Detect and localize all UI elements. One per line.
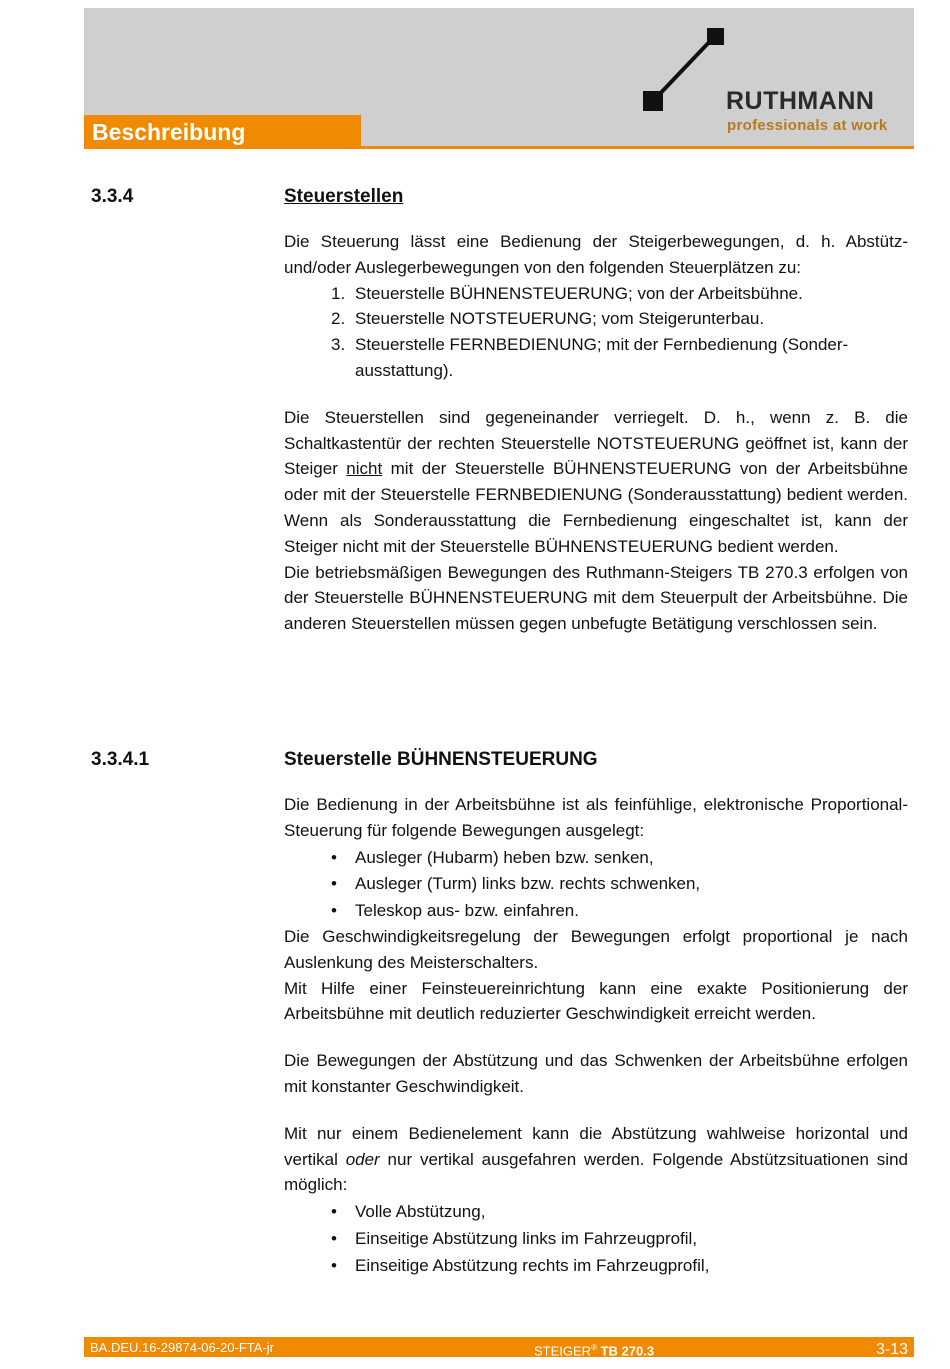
list-text: Einseitige Abstützung links im Fahrzeugprofil, bbox=[355, 1228, 698, 1248]
product-model: TB 270.3 bbox=[600, 1343, 655, 1359]
registered-mark: ® bbox=[591, 1343, 597, 1352]
logo-name: RUTHMANN bbox=[726, 87, 875, 115]
ruthmann-logo bbox=[640, 25, 915, 140]
text-run: nur vertikal ausgefahren werden. Folgende Abstützsituationen sind möglich: bbox=[284, 1149, 908, 1195]
list-item bbox=[284, 1226, 908, 1252]
intro-paragraph: Die Steuerung lässt eine Bedienung der Steigerbewegungen, d. h. Abstütz- und/oder Auslegerbewegungen von den folgenden Steuerplätzen zu: bbox=[284, 232, 908, 277]
list-text: Ausleger (Turm) links bzw. rechts schwenken, bbox=[355, 874, 701, 894]
list-item bbox=[284, 871, 908, 897]
list-item bbox=[284, 281, 908, 307]
bullet-list bbox=[284, 1199, 908, 1278]
header-accent-line bbox=[361, 146, 914, 149]
list-marker: 2. bbox=[331, 309, 346, 329]
list-text: Einseitige Abstützung rechts im Fahrzeugprofil, bbox=[355, 1255, 710, 1275]
subsection-number: 3.3.4.1 bbox=[91, 749, 150, 770]
bullet-icon: • bbox=[331, 1228, 337, 1248]
document-id: BA.DEU.16-29874-06-20-FTA-jr bbox=[90, 1340, 274, 1355]
intro-paragraph: Die Bedienung in der Arbeitsbühne ist als feinfühlige, elektronische Proportional-Steuerung für folgende Bewegungen ausgelegt: bbox=[284, 795, 908, 840]
fine-control-paragraph: Mit Hilfe einer Feinsteuereinrichtung kann eine exakte Positionierung der Arbeitsbühne mit deutlich reduzierter Geschwindigkeit erreicht werden. bbox=[284, 978, 908, 1024]
text-run: Mit nur einem Bedienelement kann die Abstützung wahlweise horizontal und vertikal bbox=[284, 1123, 908, 1169]
support-paragraph bbox=[284, 1121, 908, 1198]
bullet-icon: • bbox=[331, 1202, 337, 1222]
logo-slogan: professionals at work bbox=[727, 117, 888, 134]
product-name bbox=[534, 1338, 654, 1361]
bullet-icon: • bbox=[331, 874, 337, 894]
product-prefix: STEIGER bbox=[534, 1343, 592, 1359]
page-number: 3-13 bbox=[875, 1341, 908, 1358]
bullet-list bbox=[284, 845, 908, 924]
list-item bbox=[284, 306, 908, 332]
list-item bbox=[284, 898, 908, 924]
section-body bbox=[284, 229, 908, 637]
list-text: Volle Abstützung, bbox=[355, 1202, 486, 1222]
list-text: Steuerstelle BÜHNENSTEUERUNG; von der Arbeitsbühne. bbox=[355, 283, 803, 303]
list-text: Steuerstelle NOTSTEUERUNG; vom Steigerunterbau. bbox=[355, 309, 765, 329]
footer-bar bbox=[84, 1337, 914, 1357]
section-number: 3.3.4 bbox=[91, 186, 134, 207]
bullet-icon: • bbox=[331, 847, 337, 867]
list-item bbox=[284, 1253, 908, 1279]
operation-paragraph: Die betriebsmäßigen Bewegungen des Ruthmann-Steigers TB 270.3 erfolgen von der Steuerstelle BÜHNENSTEUERUNG mit dem Steuerpult der Arbeitsbühne. Die anderen Steuerstellen müssen gegen unbefugte Betätigung verschlossen sein. bbox=[284, 562, 908, 634]
list-marker: 3. bbox=[331, 335, 346, 355]
list-item bbox=[284, 332, 908, 384]
interlock-paragraph bbox=[284, 405, 908, 560]
text-run: Die Steuerstellen sind gegeneinander verriegelt. D. h., wenn z. B. die Schaltkastentür der rechten Steuerstelle NOTSTEUERUNG geöffnet ist, kann der Steiger bbox=[284, 407, 908, 479]
bullet-icon: • bbox=[331, 901, 337, 921]
constant-speed-paragraph: Die Bewegungen der Abstützung und das Schwenken der Arbeitsbühne erfolgen mit konstanter Geschwindigkeit. bbox=[284, 1051, 908, 1096]
list-marker: 1. bbox=[331, 283, 346, 303]
subsection-body bbox=[284, 792, 908, 1279]
emphasis-italic: oder bbox=[345, 1149, 380, 1169]
bullet-icon: • bbox=[331, 1255, 337, 1275]
list-text: Steuerstelle FERNBEDIENUNG; mit der Fernbedienung (Sonder- ausstattung). bbox=[355, 335, 849, 380]
list-text: Teleskop aus- bzw. einfahren. bbox=[355, 901, 579, 921]
numbered-list bbox=[284, 281, 908, 384]
list-item bbox=[284, 845, 908, 871]
list-text: Ausleger (Hubarm) heben bzw. senken, bbox=[355, 847, 654, 867]
speed-paragraph: Die Geschwindigkeitsregelung der Bewegungen erfolgt proportional je nach Auslenkung des Meisterschalters. bbox=[284, 926, 908, 972]
section-label: Beschreibung bbox=[84, 115, 361, 149]
section-title: Steuerstellen bbox=[284, 186, 404, 207]
emphasis-underline: nicht bbox=[346, 459, 383, 479]
list-item bbox=[284, 1199, 908, 1225]
subsection-title: Steuerstelle BÜHNENSTEUERUNG bbox=[284, 749, 598, 770]
text-run: mit der Steuerstelle BÜHNENSTEUERUNG von der Arbeitsbühne oder mit der Steuerstelle FERNBEDIENUNG (Sonderausstattung) bedient werden. Wenn als Sonderausstattung die Fernbedienung eingeschaltet ist, kann der Steiger nicht mit der Steuerstelle BÜHNENSTEUERUNG bedient werden. bbox=[284, 459, 908, 556]
